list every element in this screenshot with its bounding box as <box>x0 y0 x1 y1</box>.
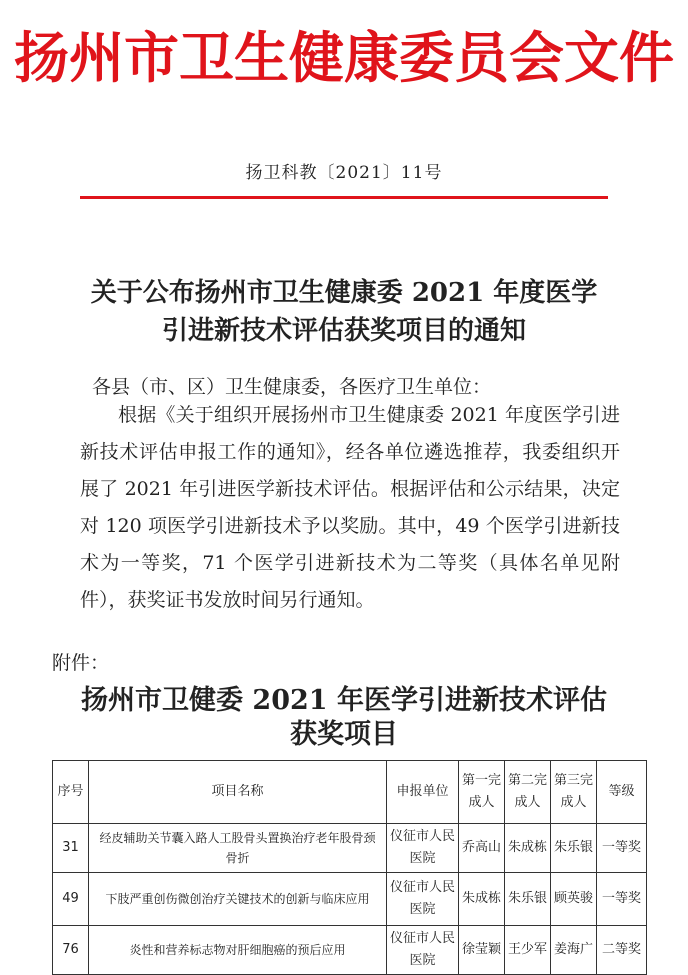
notice-body: 根据《关于组织开展扬州市卫生健康委 2021 年度医学引进新技术评估申报工作的通知》，经各单位遴选推荐，我委组织开展了 2021 年引进医学新技术评估。根据评估和公示结果，决定对 120 项医学引进新技术予以奖励。其中，49 个医学引进新技术为一等奖，71 个医学引进新技术为二等奖（具体名单见附件），获奖证书发放时间另行通知。 <box>80 404 620 611</box>
cell-seq: 49 <box>53 873 89 926</box>
cell-third: 朱乐银 <box>551 824 597 873</box>
notice-title-line2: 引进新技术评估获奖项目的通知 <box>161 316 526 346</box>
header-second: 第二完成人 <box>505 761 551 824</box>
cell-second: 朱乐银 <box>505 873 551 926</box>
attachment-label: 附件： <box>52 652 110 674</box>
cell-first: 乔高山 <box>459 824 505 873</box>
cell-second: 王少军 <box>505 926 551 975</box>
cell-grade: 一等奖 <box>597 873 647 926</box>
header-first: 第一完成人 <box>459 761 505 824</box>
cell-seq: 31 <box>53 824 89 873</box>
notice-title <box>0 274 688 350</box>
awards-table <box>52 760 647 975</box>
table-row <box>53 926 647 975</box>
attachment-title <box>0 684 688 752</box>
cell-name: 下肢严重创伤微创治疗关键技术的创新与临床应用 <box>89 873 387 926</box>
cell-name: 炎性和营养标志物对肝细胞癌的预后应用 <box>89 926 387 975</box>
attachment-title-line2: 获奖项目 <box>290 719 398 750</box>
header-name: 项目名称 <box>89 761 387 824</box>
notice-title-line1: 关于公布扬州市卫生健康委 2021 年度医学 <box>90 278 598 308</box>
table-row <box>53 873 647 926</box>
cell-first: 徐莹颖 <box>459 926 505 975</box>
cell-grade: 二等奖 <box>597 926 647 975</box>
cell-unit: 仪征市人民医院 <box>387 824 459 873</box>
cell-third: 顾英骏 <box>551 873 597 926</box>
red-divider <box>80 196 608 199</box>
salutation: 各县（市、区）卫生健康委，各医疗卫生单位： <box>92 376 492 398</box>
table-header-row <box>53 761 647 824</box>
table-row <box>53 824 647 873</box>
masthead-title: 扬州市卫生健康委员会文件 <box>13 25 674 90</box>
cell-third: 姜海广 <box>551 926 597 975</box>
attachment-title-line1: 扬州市卫健委 2021 年医学引进新技术评估 <box>81 685 607 716</box>
cell-grade: 一等奖 <box>597 824 647 873</box>
cell-second: 朱成栋 <box>505 824 551 873</box>
cell-unit: 仪征市人民医院 <box>387 873 459 926</box>
document-number: 扬卫科教〔2021〕11号 <box>245 163 443 183</box>
cell-first: 朱成栋 <box>459 873 505 926</box>
cell-seq: 76 <box>53 926 89 975</box>
header-unit: 申报单位 <box>387 761 459 824</box>
header-seq: 序号 <box>53 761 89 824</box>
cell-name: 经皮辅助关节囊入路人工股骨头置换治疗老年股骨颈骨折 <box>89 824 387 873</box>
header-third: 第三完成人 <box>551 761 597 824</box>
cell-unit: 仪征市人民医院 <box>387 926 459 975</box>
header-grade: 等级 <box>597 761 647 824</box>
